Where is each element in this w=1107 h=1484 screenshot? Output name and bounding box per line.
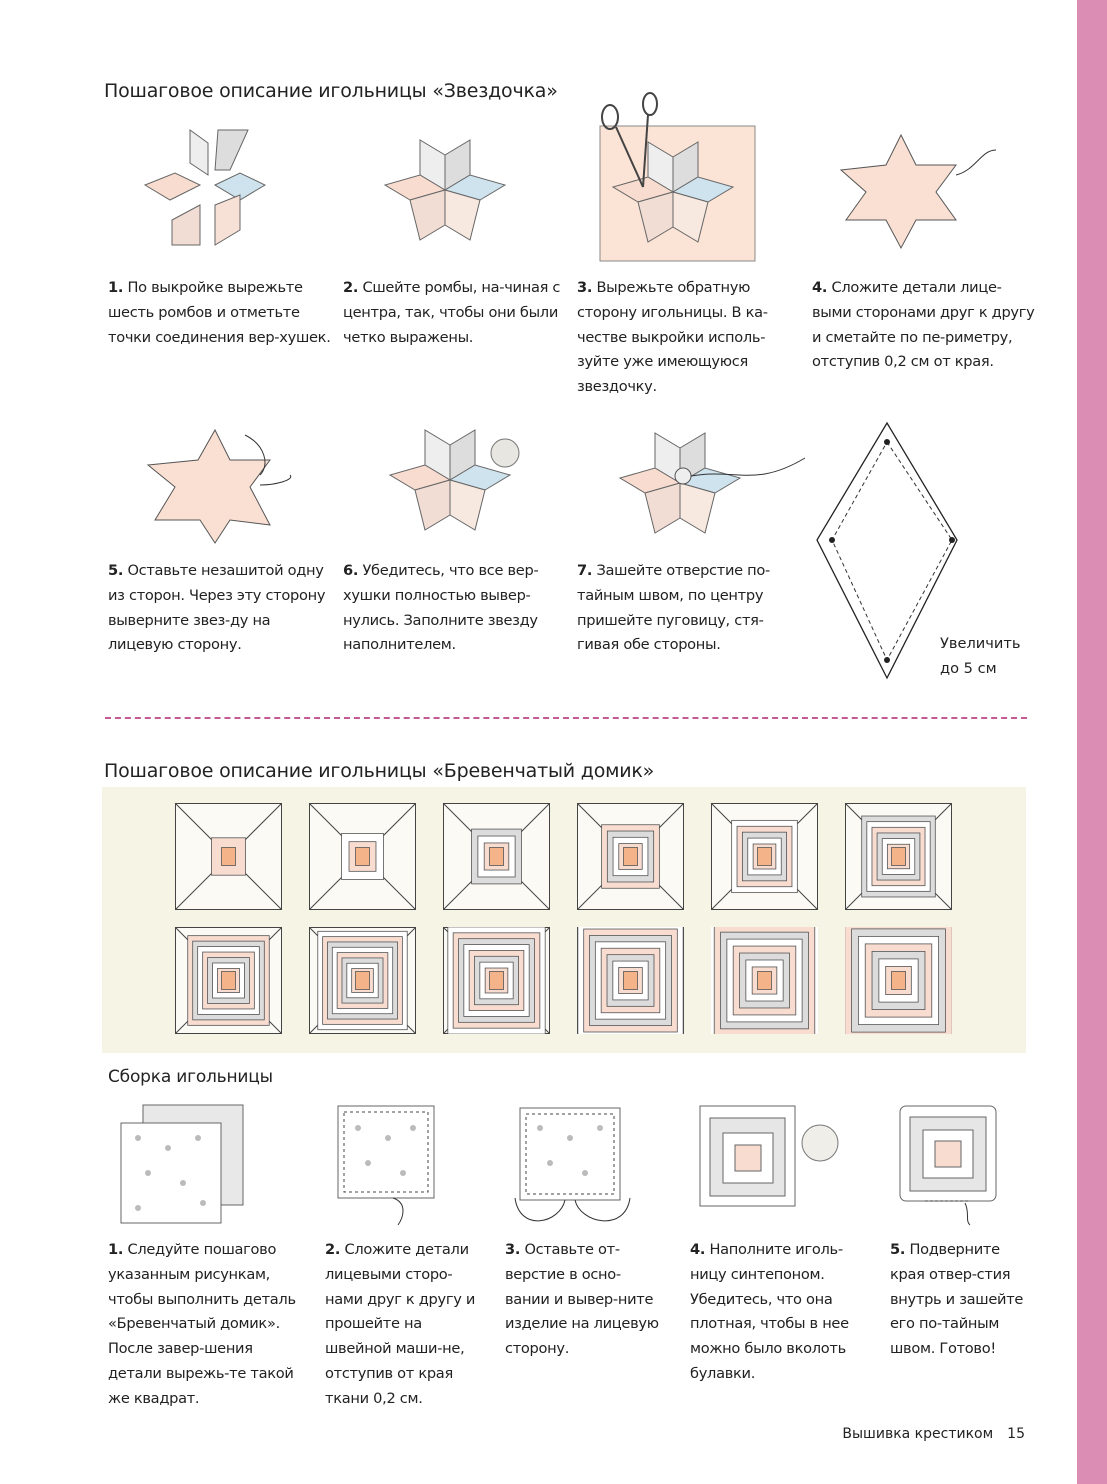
section-title-star: Пошаговое описание игольницы «Звездочка» <box>104 80 558 102</box>
star-step-2-text: 2. Сшейте ромбы, на-чиная с центра, так, чтобы они были четко выражены. <box>343 279 561 346</box>
button-icon <box>675 468 691 484</box>
log-cabin-step-12 <box>845 927 952 1034</box>
log-cabin-step-7 <box>175 927 282 1034</box>
log-cabin-step-11 <box>711 927 818 1034</box>
footer-section: Вышивка крестиком <box>842 1426 994 1442</box>
page-footer <box>828 1426 1025 1442</box>
assembly-step-1-text: 1. Следуйте пошагово указанным рисункам, чтобы выполнить деталь «Бревенчатый домик». После завер-шения детали вырежь-те такой же квадрат. <box>108 1241 296 1407</box>
star-step-1-text: 1. По выкройке вырежьте шесть ромбов и отметьте точки соединения вер-хушек. <box>108 279 331 346</box>
star-step6-illustration <box>385 425 535 550</box>
assembly-step3-illustration <box>505 1103 640 1228</box>
star-step3-illustration <box>598 92 758 264</box>
section-title-log-cabin: Пошаговое описание игольницы «Бревенчатый домик» <box>104 760 655 782</box>
assembly-step1-illustration <box>118 1103 248 1228</box>
assembly-step4-illustration <box>695 1103 845 1228</box>
log-cabin-step-2 <box>309 803 416 910</box>
assembly-step-2-text: 2. Сложите детали лицевыми сторо-нами друг к другу и прошейте на швейной маши-не, отступив от края ткани 0,2 см. <box>325 1241 476 1407</box>
log-cabin-step-9 <box>443 927 550 1034</box>
log-cabin-step-3 <box>443 803 550 910</box>
page-edge-stripe <box>1077 0 1107 1484</box>
assembly-step-5-text: 5. Подверните края отвер-стия внутрь и зашейте его по-тайным швом. Готово! <box>890 1241 1024 1358</box>
page-number: 15 <box>1007 1426 1025 1442</box>
star-step7-illustration <box>615 428 810 543</box>
assembly-title: Сборка игольницы <box>108 1067 273 1087</box>
star-step-4-text: 4. Сложите детали лице-выми сторонами друг к другу и сметайте по пе-риметру, отступив 0,2 см от края. <box>812 279 1035 371</box>
filler-icon <box>802 1125 838 1161</box>
log-cabin-step-4 <box>577 803 684 910</box>
filler-icon <box>491 439 519 467</box>
star-step-7-text: 7. Зашейте отверстие по-тайным швом, по центру пришейте пуговицу, стя-гивая обе стороны. <box>577 562 771 654</box>
star-step2-illustration <box>380 135 510 250</box>
assembly-step-3-text: 3. Оставьте от-верстие в осно-вании и вывер-ните изделие на лицевую сторону. <box>505 1241 659 1358</box>
log-cabin-step-8 <box>309 927 416 1034</box>
log-cabin-step-5 <box>711 803 818 910</box>
star-step-6-text: 6. Убедитесь, что все вер-хушки полностью вывер-нулись. Заполните звезду наполнителем. <box>343 562 539 654</box>
log-cabin-step-1 <box>175 803 282 910</box>
star-step-5-text: 5. Оставьте незашитой одну из сторон. Через эту сторону выверните звез-ду на лицевую сторону. <box>108 562 326 654</box>
assembly-step5-illustration <box>895 1103 1005 1228</box>
assembly-step-4-text: 4. Наполните иголь-ницу синтепоном. Убедитесь, что она плотная, чтобы в нее можно было вколоть булавки. <box>690 1241 849 1382</box>
star-step5-illustration <box>140 425 305 545</box>
log-cabin-step-6 <box>845 803 952 910</box>
star-step-3-text: 3. Вырежьте обратную сторону игольницы. В ка-честве выкройки исполь-зуйте уже имеющуюся звездочку. <box>577 279 768 396</box>
star-step1-illustration <box>140 125 270 255</box>
pattern-note: Увеличить до 5 см <box>940 635 1021 677</box>
section-divider <box>105 717 1027 719</box>
star-step4-illustration <box>836 130 1001 250</box>
log-cabin-step-10 <box>577 927 684 1034</box>
assembly-step2-illustration <box>333 1103 443 1228</box>
